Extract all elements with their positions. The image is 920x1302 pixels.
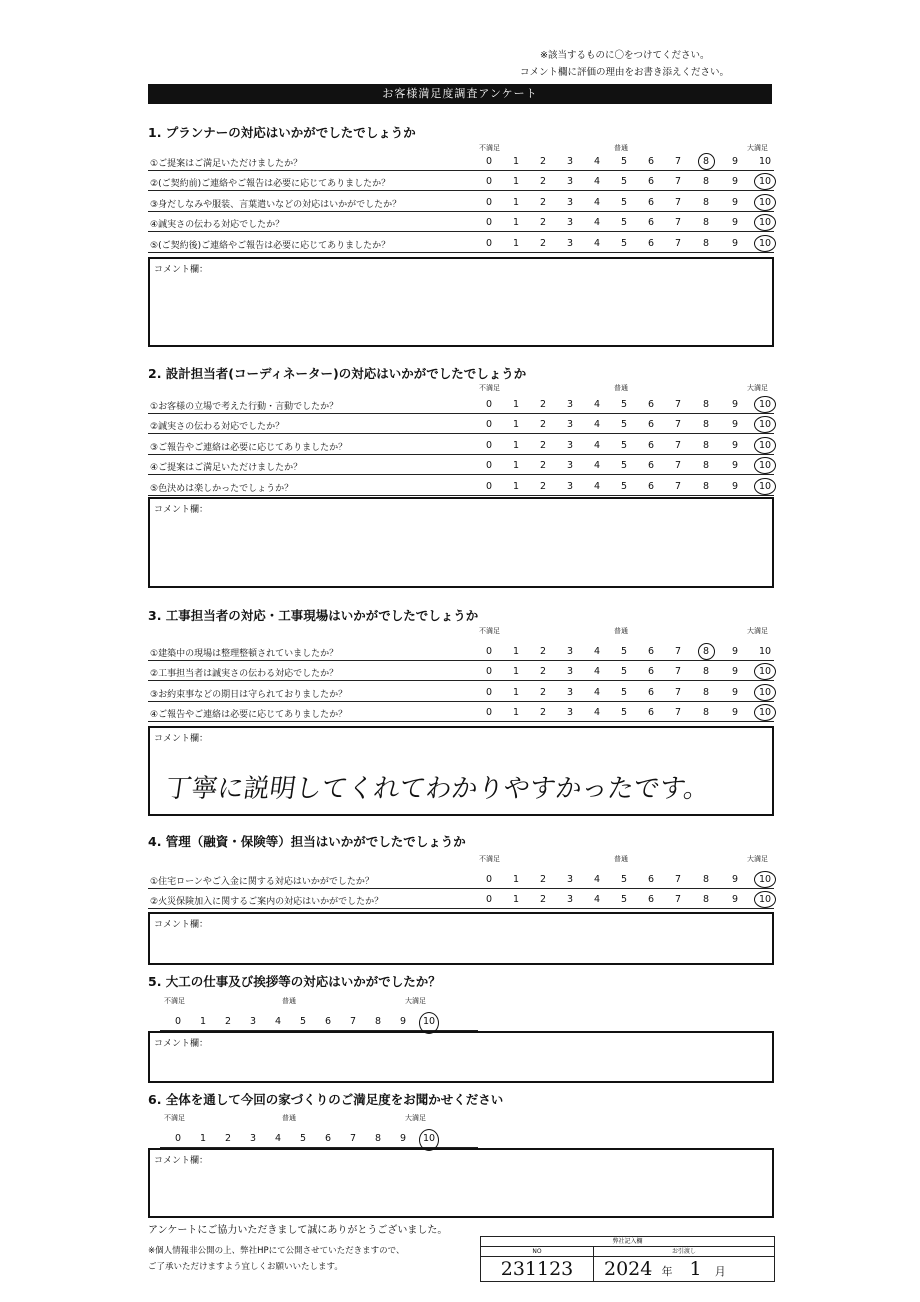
question-text: ③お約束事などの期日は守られておりましたか？ xyxy=(150,689,348,700)
rating-option[interactable]: 4 xyxy=(593,480,601,492)
rating-option[interactable]: 7 xyxy=(674,176,682,188)
rating-option[interactable]: 4 xyxy=(593,196,601,208)
rating-option[interactable]: 4 xyxy=(593,894,601,906)
question-text: ①ご提案はご満足いただけましたか？ xyxy=(150,159,303,169)
rating-option[interactable]: 9 xyxy=(731,646,739,657)
rating-option[interactable]: 6 xyxy=(647,874,655,885)
scale-label-mid: 普通 xyxy=(282,1114,296,1122)
rating-option[interactable]: 0 xyxy=(485,666,493,678)
rating-option[interactable]: 1 xyxy=(512,894,520,906)
answer-circle-10 xyxy=(754,437,776,454)
rating-option[interactable]: 5 xyxy=(620,439,628,451)
scale-label-mid: 普通 xyxy=(614,144,628,152)
rating-option[interactable]: 0 xyxy=(174,1133,182,1144)
rating-option[interactable]: 3 xyxy=(566,439,574,451)
section-4-title: 4. 管理（融資・保険等）担当はいかがでしたでしょうか xyxy=(148,834,466,849)
section-6-comment-box[interactable] xyxy=(148,1148,774,1218)
question-text: ①お客様の立場で考えた行動・言動でしたか？ xyxy=(150,402,339,412)
rating-option[interactable]: 9 xyxy=(399,1133,407,1144)
rating-option[interactable]: 8 xyxy=(702,176,710,188)
rating-option[interactable]: 5 xyxy=(620,874,628,885)
rating-option[interactable]: 5 xyxy=(620,646,628,657)
rating-option[interactable]: 7 xyxy=(674,666,682,678)
rating-option[interactable]: 0 xyxy=(485,176,493,188)
rating-option[interactable]: 2 xyxy=(539,646,547,657)
rating-option[interactable]: 8 xyxy=(702,196,710,208)
rating-option[interactable]: 7 xyxy=(674,894,682,906)
rating-option[interactable]: 0 xyxy=(485,686,493,698)
rating-option[interactable]: 9 xyxy=(731,237,739,249)
rating-option[interactable]: 4 xyxy=(593,666,601,678)
rating-option[interactable]: 1 xyxy=(512,707,520,719)
rating-option[interactable]: 9 xyxy=(731,480,739,492)
rating-option[interactable]: 5 xyxy=(620,196,628,208)
question-text: ①住宅ローンやご入金に関する対応はいかがでしたか？ xyxy=(150,877,374,887)
rating-option[interactable]: 10 xyxy=(758,874,772,885)
section-5-comment-box[interactable] xyxy=(148,1031,774,1083)
rating-option[interactable]: 7 xyxy=(674,480,682,492)
rating-option[interactable]: 1 xyxy=(512,237,520,249)
rating-option[interactable]: 4 xyxy=(593,439,601,451)
rating-option[interactable]: 3 xyxy=(566,707,574,719)
rating-option[interactable]: 10 xyxy=(758,686,772,698)
rating-option[interactable]: 1 xyxy=(512,666,520,678)
question-text: ④ご報告やご連絡は必要に応じてありましたか？ xyxy=(150,710,348,721)
rating-option[interactable]: 1 xyxy=(512,419,520,431)
rating-option[interactable]: 6 xyxy=(647,399,655,410)
rating-option[interactable]: 1 xyxy=(512,217,520,229)
scale-label-mid: 普通 xyxy=(614,384,628,392)
rating-option[interactable]: 6 xyxy=(647,176,655,188)
rating-option[interactable]: 10 xyxy=(758,707,772,719)
rating-option[interactable]: 0 xyxy=(485,399,493,410)
rating-option[interactable]: 5 xyxy=(299,1016,307,1027)
rating-option[interactable]: 6 xyxy=(647,666,655,678)
rating-option[interactable]: 10 xyxy=(422,1133,436,1144)
rating-option[interactable]: 0 xyxy=(485,156,493,167)
rating-option[interactable]: 3 xyxy=(249,1133,257,1144)
rating-option[interactable]: 6 xyxy=(647,686,655,698)
rating-option[interactable]: 2 xyxy=(539,894,547,906)
scale-label-low: 不満足 xyxy=(479,384,500,392)
rating-option[interactable]: 0 xyxy=(485,439,493,451)
form-title-banner: お客様満足度調査アンケート xyxy=(148,84,772,104)
rating-option[interactable]: 3 xyxy=(566,399,574,410)
rating-option[interactable]: 2 xyxy=(539,399,547,410)
rating-option[interactable]: 4 xyxy=(593,460,601,472)
scale-label-high: 大満足 xyxy=(405,997,426,1005)
rating-option[interactable]: 4 xyxy=(593,874,601,885)
scale-label-low: 不満足 xyxy=(479,627,500,635)
rating-option[interactable]: 4 xyxy=(593,419,601,431)
question-text: ⑤色決めは楽しかったでしょうか？ xyxy=(150,483,294,494)
rating-option[interactable]: 2 xyxy=(539,156,547,167)
rating-option[interactable]: 10 xyxy=(758,480,772,492)
rating-option[interactable]: 8 xyxy=(702,156,710,167)
no-label: NO xyxy=(481,1247,594,1257)
office-use-header: 弊社記入欄 xyxy=(481,1237,775,1247)
answer-circle-10 xyxy=(754,478,776,495)
rating-option[interactable]: 9 xyxy=(731,419,739,431)
no-value: 231123 xyxy=(500,1258,574,1280)
rating-option[interactable]: 0 xyxy=(485,894,493,906)
rating-option[interactable]: 0 xyxy=(485,419,493,431)
rating-option[interactable]: 6 xyxy=(324,1133,332,1144)
rating-option[interactable]: 3 xyxy=(566,176,574,188)
rating-option[interactable]: 10 xyxy=(758,399,772,410)
privacy-note-line-2: ご了承いただけますよう宜しくお願いいたします。 xyxy=(148,1262,343,1272)
answer-circle-10 xyxy=(754,235,776,252)
scale-label-low: 不満足 xyxy=(164,997,185,1005)
rating-option[interactable]: 1 xyxy=(512,686,520,698)
question-text: ②(ご契約前)ご連絡やご報告は必要に応じてありましたか？ xyxy=(150,179,391,190)
rating-option[interactable]: 2 xyxy=(539,419,547,431)
rating-option[interactable]: 2 xyxy=(539,707,547,719)
rating-option[interactable]: 7 xyxy=(674,217,682,229)
handwritten-comment: 丁寧に説明してくれてわかりやすかったです。 xyxy=(163,774,712,804)
question-text: ③身だしなみや服装、言葉遣いなどの対応はいかがでしたか？ xyxy=(150,199,402,210)
rating-option[interactable]: 5 xyxy=(620,707,628,719)
rating-option[interactable]: 10 xyxy=(758,217,772,229)
rating-option[interactable]: 2 xyxy=(539,439,547,451)
rating-option[interactable]: 4 xyxy=(593,399,601,410)
rating-option[interactable]: 7 xyxy=(674,196,682,208)
rating-option[interactable]: 8 xyxy=(702,439,710,451)
rating-option[interactable]: 10 xyxy=(758,237,772,249)
rating-option[interactable]: 2 xyxy=(224,1133,232,1144)
rating-option[interactable]: 3 xyxy=(566,237,574,249)
rating-option[interactable]: 5 xyxy=(620,399,628,410)
comment-label: コメント欄： xyxy=(154,734,209,744)
rating-option[interactable]: 1 xyxy=(512,646,520,657)
rating-option[interactable]: 9 xyxy=(731,874,739,885)
rating-option[interactable]: 0 xyxy=(485,217,493,229)
section-2-comment-box[interactable] xyxy=(148,497,774,588)
rating-option[interactable]: 7 xyxy=(674,156,682,167)
rating-option[interactable]: 2 xyxy=(539,480,547,492)
section-1-title: 1. プランナーの対応はいかがでしたでしょうか xyxy=(148,125,416,140)
rating-option[interactable]: 8 xyxy=(702,217,710,229)
rating-option[interactable]: 1 xyxy=(512,874,520,885)
handover-month: 1 xyxy=(689,1258,702,1280)
rating-option[interactable]: 8 xyxy=(702,894,710,906)
rating-option[interactable]: 10 xyxy=(758,196,772,208)
rating-option[interactable]: 7 xyxy=(674,237,682,249)
rating-option[interactable]: 3 xyxy=(566,480,574,492)
rating-option[interactable]: 1 xyxy=(199,1016,207,1027)
rating-option[interactable]: 2 xyxy=(539,874,547,885)
rating-option[interactable]: 1 xyxy=(512,176,520,188)
rating-option[interactable]: 3 xyxy=(566,460,574,472)
privacy-note-line-1: ※個人情報非公開の上、弊社HPにて公開させていただきますので、 xyxy=(148,1246,405,1256)
rating-option[interactable]: 6 xyxy=(647,196,655,208)
rating-option[interactable]: 5 xyxy=(620,894,628,906)
rating-option[interactable]: 4 xyxy=(593,646,601,657)
rating-option[interactable]: 9 xyxy=(399,1016,407,1027)
rating-option[interactable]: 8 xyxy=(702,399,710,410)
rating-option[interactable]: 9 xyxy=(731,894,739,906)
rating-option[interactable]: 7 xyxy=(349,1016,357,1027)
rating-option[interactable]: 1 xyxy=(512,480,520,492)
rating-option[interactable]: 2 xyxy=(224,1016,232,1027)
rating-option[interactable]: 3 xyxy=(566,666,574,678)
instruction-line-2: コメント欄に評価の理由をお書き添えください。 xyxy=(520,67,730,78)
rating-option[interactable]: 9 xyxy=(731,439,739,451)
rating-option[interactable]: 7 xyxy=(674,707,682,719)
rating-option[interactable]: 0 xyxy=(485,460,493,472)
rating-option[interactable]: 0 xyxy=(485,707,493,719)
rating-option[interactable]: 5 xyxy=(620,176,628,188)
rating-option[interactable]: 3 xyxy=(249,1016,257,1027)
year-suffix: 年 xyxy=(661,1265,673,1278)
rating-option[interactable]: 6 xyxy=(647,894,655,906)
rating-option[interactable]: 3 xyxy=(566,419,574,431)
rating-option[interactable]: 1 xyxy=(512,399,520,410)
rating-option[interactable]: 10 xyxy=(758,646,772,657)
rating-option[interactable]: 10 xyxy=(758,666,772,678)
rating-option[interactable]: 8 xyxy=(702,460,710,472)
rating-option[interactable]: 3 xyxy=(566,156,574,167)
rating-option[interactable]: 10 xyxy=(758,894,772,906)
scale-label-low: 不満足 xyxy=(164,1114,185,1122)
rating-option[interactable]: 5 xyxy=(620,686,628,698)
rating-option[interactable]: 3 xyxy=(566,894,574,906)
handover-label: お引渡し xyxy=(594,1247,775,1257)
rating-option[interactable]: 0 xyxy=(485,196,493,208)
answer-circle-8 xyxy=(698,153,715,170)
answer-circle-8 xyxy=(698,643,715,660)
rating-option[interactable]: 0 xyxy=(485,237,493,249)
rating-option[interactable]: 6 xyxy=(647,480,655,492)
section-2-title: 2. 設計担当者(コーディネーター)の対応はいかがでしたでしょうか xyxy=(148,366,527,381)
answer-circle-10 xyxy=(754,194,776,211)
rating-option[interactable]: 6 xyxy=(647,646,655,657)
scale-label-mid: 普通 xyxy=(614,627,628,635)
rating-option[interactable]: 8 xyxy=(702,419,710,431)
rating-option[interactable]: 3 xyxy=(566,686,574,698)
question-text: ④誠実さの伝わる対応でしたか？ xyxy=(150,220,285,231)
rating-option[interactable]: 1 xyxy=(199,1133,207,1144)
answer-circle-10 xyxy=(754,871,776,888)
rating-option[interactable]: 5 xyxy=(620,156,628,167)
comment-label: コメント欄： xyxy=(154,1039,209,1049)
rating-option[interactable]: 9 xyxy=(731,176,739,188)
rating-option[interactable]: 9 xyxy=(731,707,739,719)
rating-option[interactable]: 5 xyxy=(620,480,628,492)
rating-option[interactable]: 1 xyxy=(512,439,520,451)
scale-label-high: 大満足 xyxy=(405,1114,426,1122)
rating-option[interactable]: 5 xyxy=(620,666,628,678)
rating-option[interactable]: 4 xyxy=(593,156,601,167)
comment-label: コメント欄： xyxy=(154,920,209,930)
rating-option[interactable]: 0 xyxy=(485,874,493,885)
rating-option[interactable]: 0 xyxy=(174,1016,182,1027)
rating-option[interactable]: 4 xyxy=(593,176,601,188)
instruction-line-1: ※該当するものに〇をつけてください。 xyxy=(540,50,710,61)
rating-option[interactable]: 7 xyxy=(674,439,682,451)
section-3-title: 3. 工事担当者の対応・工事現場はいかがでしたでしょうか xyxy=(148,608,479,623)
rating-option[interactable]: 6 xyxy=(324,1016,332,1027)
rating-option[interactable]: 8 xyxy=(702,480,710,492)
rating-option[interactable]: 7 xyxy=(674,460,682,472)
rating-option[interactable]: 4 xyxy=(593,237,601,249)
rating-option[interactable]: 6 xyxy=(647,156,655,167)
handover-value-cell xyxy=(594,1257,775,1282)
rating-option[interactable]: 8 xyxy=(702,686,710,698)
month-suffix: 月 xyxy=(714,1265,726,1278)
comment-label: コメント欄： xyxy=(154,505,209,515)
rating-option[interactable]: 9 xyxy=(731,666,739,678)
rating-option[interactable]: 4 xyxy=(593,217,601,229)
rating-option[interactable]: 6 xyxy=(647,237,655,249)
question-text: ②誠実さの伝わる対応でしたか？ xyxy=(150,422,285,433)
question-text: ④ご提案はご満足いただけましたか？ xyxy=(150,463,303,474)
rating-option[interactable]: 6 xyxy=(647,419,655,431)
rating-option[interactable]: 2 xyxy=(539,666,547,678)
comment-label: コメント欄： xyxy=(154,265,209,275)
question-text: ⑤(ご契約後)ご連絡やご報告は必要に応じてありましたか？ xyxy=(150,240,391,251)
rating-option[interactable]: 9 xyxy=(731,686,739,698)
rating-option[interactable]: 9 xyxy=(731,399,739,410)
rating-option[interactable]: 0 xyxy=(485,646,493,657)
rating-option[interactable]: 4 xyxy=(274,1016,282,1027)
rating-option[interactable]: 9 xyxy=(731,460,739,472)
answer-circle-10 xyxy=(754,684,776,701)
rating-option[interactable]: 7 xyxy=(674,399,682,410)
rating-option[interactable]: 7 xyxy=(674,419,682,431)
rating-option[interactable]: 8 xyxy=(374,1133,382,1144)
rating-option[interactable]: 2 xyxy=(539,686,547,698)
rating-option[interactable]: 5 xyxy=(620,419,628,431)
rating-option[interactable]: 10 xyxy=(422,1016,436,1027)
rating-option[interactable]: 4 xyxy=(593,686,601,698)
rating-option[interactable]: 6 xyxy=(647,707,655,719)
scale-label-high: 大満足 xyxy=(747,855,768,863)
rating-option[interactable]: 8 xyxy=(702,874,710,885)
office-use-box xyxy=(480,1236,775,1282)
rating-option[interactable]: 7 xyxy=(674,686,682,698)
rating-option[interactable]: 8 xyxy=(702,237,710,249)
scale-label-mid: 普通 xyxy=(282,997,296,1005)
scale-label-low: 不満足 xyxy=(479,144,500,152)
section-1-comment-box[interactable] xyxy=(148,257,774,347)
question-text: ③ご報告やご連絡は必要に応じてありましたか？ xyxy=(150,442,348,453)
question-text: ②工事担当者は誠実さの伝わる対応でしたか？ xyxy=(150,669,339,680)
rating-option[interactable]: 8 xyxy=(702,666,710,678)
rating-option[interactable]: 10 xyxy=(758,419,772,431)
section-4-comment-box[interactable] xyxy=(148,912,774,965)
rating-option[interactable]: 10 xyxy=(758,460,772,472)
rating-option[interactable]: 5 xyxy=(620,217,628,229)
rating-option[interactable]: 7 xyxy=(674,874,682,885)
thanks-message: アンケートにご協力いただきまして誠にありがとうございました。 xyxy=(148,1225,448,1236)
handover-year: 2024 xyxy=(604,1258,653,1280)
rating-option[interactable]: 1 xyxy=(512,196,520,208)
rating-option[interactable]: 8 xyxy=(702,707,710,719)
question-text: ②火災保険加入に関するご案内の対応はいかがでしたか？ xyxy=(150,897,384,908)
rating-option[interactable]: 2 xyxy=(539,176,547,188)
scale-label-high: 大満足 xyxy=(747,627,768,635)
scale-label-high: 大満足 xyxy=(747,144,768,152)
rating-option[interactable]: 9 xyxy=(731,217,739,229)
rating-option[interactable]: 10 xyxy=(758,439,772,451)
rating-option[interactable]: 6 xyxy=(647,439,655,451)
rating-option[interactable]: 3 xyxy=(566,196,574,208)
section-5-title: 5. 大工の仕事及び挨拶等の対応はいかがでしたか？ xyxy=(148,974,441,989)
rating-option[interactable]: 10 xyxy=(758,156,772,167)
rating-option[interactable]: 3 xyxy=(566,874,574,885)
rating-option[interactable]: 2 xyxy=(539,217,547,229)
rating-option[interactable]: 7 xyxy=(674,646,682,657)
rating-option[interactable]: 6 xyxy=(647,217,655,229)
rating-option[interactable]: 2 xyxy=(539,460,547,472)
rating-option[interactable]: 8 xyxy=(374,1016,382,1027)
rating-option[interactable]: 8 xyxy=(702,646,710,657)
rating-option[interactable]: 9 xyxy=(731,196,739,208)
rating-option[interactable]: 4 xyxy=(274,1133,282,1144)
scale-label-high: 大満足 xyxy=(747,384,768,392)
rating-option[interactable]: 4 xyxy=(593,707,601,719)
rating-option[interactable]: 3 xyxy=(566,646,574,657)
rating-option[interactable]: 1 xyxy=(512,156,520,167)
rating-option[interactable]: 1 xyxy=(512,460,520,472)
rating-option[interactable]: 0 xyxy=(485,480,493,492)
rating-option[interactable]: 5 xyxy=(620,237,628,249)
rating-option[interactable]: 10 xyxy=(758,176,772,188)
rating-option[interactable]: 9 xyxy=(731,156,739,167)
no-value-cell xyxy=(481,1257,594,1282)
rating-option[interactable]: 3 xyxy=(566,217,574,229)
answer-circle-10 xyxy=(754,396,776,413)
rating-option[interactable]: 7 xyxy=(349,1133,357,1144)
rating-option[interactable]: 6 xyxy=(647,460,655,472)
rating-option[interactable]: 2 xyxy=(539,237,547,249)
rating-option[interactable]: 2 xyxy=(539,196,547,208)
scale-label-mid: 普通 xyxy=(614,855,628,863)
section-6-title: 6. 全体を通して今回の家づくりのご満足度をお聞かせください xyxy=(148,1092,504,1107)
section-3-comment-box[interactable] xyxy=(148,726,774,816)
rating-option[interactable]: 5 xyxy=(299,1133,307,1144)
scale-label-low: 不満足 xyxy=(479,855,500,863)
rating-option[interactable]: 5 xyxy=(620,460,628,472)
comment-label: コメント欄： xyxy=(154,1156,209,1166)
question-text: ①建築中の現場は整理整頓されていましたか？ xyxy=(150,649,339,659)
